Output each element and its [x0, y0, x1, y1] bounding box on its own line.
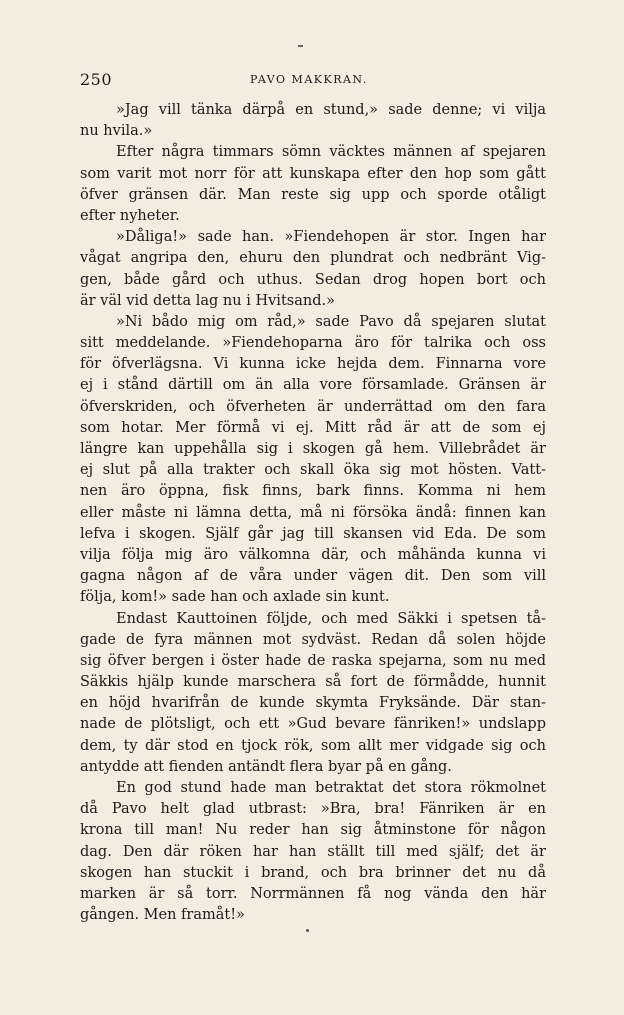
text-line: ej i stånd därtill om än alla vore församlade. Gränsen är [80, 377, 546, 394]
text-line: »Dåliga!» sade han. »Fiendehopen är stor. Ingen har [116, 229, 546, 246]
text-line: eller måste ni lämna detta, må ni försöka ändå: finnen kan [80, 504, 546, 521]
text-line: dem, ty där stod en tjock rök, som allt mer vidgade sig och [80, 737, 546, 754]
text-line: krona till man! Nu reder han sig åtminstone för någon [80, 822, 546, 839]
text-line: för öfverlägsna. Vi kunna icke hejda dem. Finnarna vore [80, 356, 546, 373]
text-line: gången. Men framåt!» [80, 907, 245, 924]
text-line: »Ni bådo mig om råd,» sade Pavo då spejaren slutat [116, 313, 546, 330]
text-line: nu hvila.» [80, 123, 153, 140]
text-line: sitt meddelande. »Fiendehoparna äro för talrika och oss [80, 335, 546, 352]
text-line: marken är så torr. Norrmännen få nog vända den här [80, 885, 546, 902]
text-line: öfverskriden, och öfverheten är underrättad om den fara [80, 398, 546, 415]
text-line: »Jag vill tänka därpå en stund,» sade denne; vi vilja [116, 102, 546, 118]
text-line: nen äro öppna, fisk finns, bark finns. Komma ni hem [80, 483, 546, 500]
text-line: lefva i skogen. Själf går jag till skansen vid Eda. De som [80, 525, 546, 542]
text-line: nade de plötsligt, och ett »Gud bevare fänriken!» undslapp [80, 716, 546, 733]
text-line: efter nyheter. [80, 207, 180, 224]
text-line: som varit mot norr för att kunskapa efter den hop som gått [80, 165, 546, 182]
text-line: följa, kom!» sade han och axlade sin kunt. [80, 589, 390, 606]
text-line: sig öfver bergen i öster hade de raska spejarna, som nu med [80, 652, 546, 669]
page-header [80, 70, 546, 92]
text-line: gade de fyra männen mot sydväst. Redan då solen höjde [80, 631, 546, 648]
text-line: ej slut på alla trakter och skall öka sig mot hösten. Vatt- [80, 462, 546, 479]
text-line: Endast Kauttoinen följde, och med Säkki i spetsen tå- [116, 610, 546, 627]
text-line: vilja följa mig äro välkomna där, och måhända kunna vi [80, 546, 546, 563]
running-title: PAVO MAKKRAN. [250, 73, 368, 86]
text-line: Efter några timmars sömn väcktes männen af spejaren [116, 144, 546, 161]
text-line: en höjd hvarifrån de kunde skymta Fryksände. Där stan- [80, 695, 546, 712]
text-line: antydde att fienden antändt flera byar på en gång. [80, 758, 452, 775]
text-line: gen, både gård och uthus. Sedan drog hopen bort och [80, 271, 546, 288]
print-mark [298, 45, 303, 47]
text-line: längre kan uppehålla sig i skogen gå hem. Villebrådet är [80, 441, 546, 457]
text-line: vågat angripa den, ehuru den plundrat och nedbränt Vig- [80, 250, 546, 267]
text-line: gagna någon af de våra under vägen dit. Den som vill [80, 568, 546, 585]
text-line: Säkkis hjälp kunde marschera så fort de förmådde, hunnit [80, 674, 546, 691]
text-line: är väl vid detta lag nu i Hvitsand.» [80, 292, 335, 309]
text-line: öfver gränsen där. Man reste sig upp och sporde otåligt [80, 186, 546, 203]
text-line: dag. Den där röken har han ställt till med själf; det är [80, 843, 546, 860]
text-line: som hotar. Mer förmå vi ej. Mitt råd är att de som ej [80, 419, 546, 436]
text-line: då Pavo helt glad utbrast: »Bra, bra! Fänriken är en [80, 801, 546, 818]
text-line: skogen han stuckit i brand, och bra brinner det nu då [80, 864, 546, 881]
text-line: En god stund hade man betraktat det stora rökmolnet [116, 780, 546, 796]
page-number: 250 [80, 70, 113, 89]
print-mark [306, 929, 309, 932]
body-text [80, 100, 546, 926]
